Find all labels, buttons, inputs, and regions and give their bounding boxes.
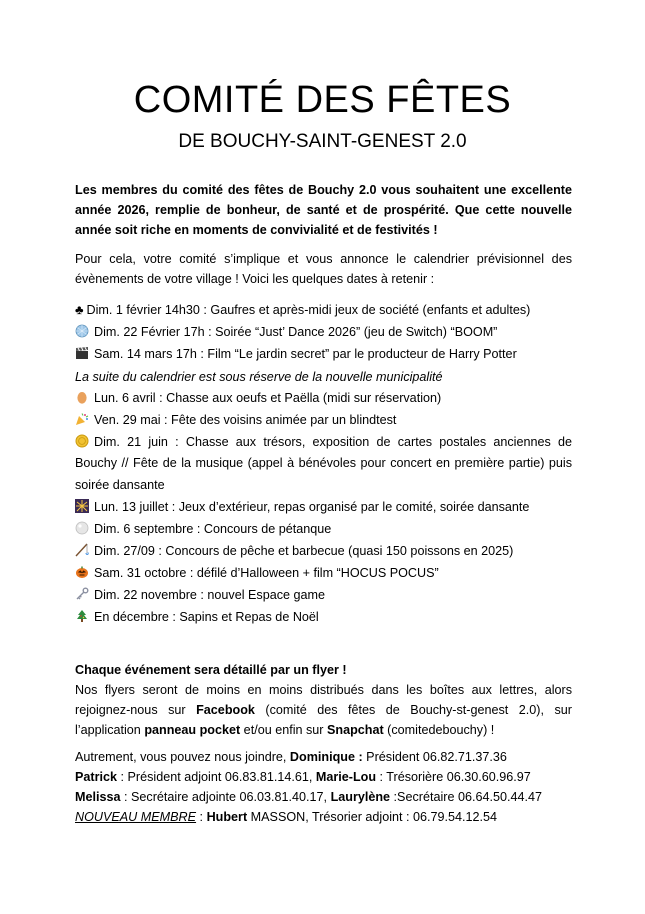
page-title: COMITÉ DES FÊTES xyxy=(133,79,512,121)
event-item: Sam. 31 octobre : défilé d’Halloween + film “HOCUS POCUS” xyxy=(75,563,572,585)
panneau-pocket-label: panneau pocket xyxy=(144,723,241,737)
contact-line: NOUVEAU MEMBRE : Hubert MASSON, Trésorier adjoint : 06.79.54.12.54 xyxy=(75,810,498,824)
page-subtitle: DE BOUCHY-SAINT-GENEST 2.0 xyxy=(178,131,467,152)
christmas-tree-icon xyxy=(75,609,89,623)
event-item: Dim. 27/09 : Concours de pêche et barbecue (quasi 150 poissons en 2025) xyxy=(75,541,572,563)
party-popper-icon xyxy=(75,412,89,426)
event-item: En décembre : Sapins et Repas de Noël xyxy=(75,607,572,629)
flyer-section xyxy=(75,660,572,740)
event-item: Lun. 13 juillet : Jeux d’extérieur, repas organisé par le comité, soirée dansante xyxy=(75,497,572,519)
flyer-text: et/ou enfin sur xyxy=(240,723,327,737)
contact-name: Marie-Lou xyxy=(315,770,377,784)
greeting-paragraph: Les membres du comité des fêtes de Bouchy 2.0 vous souhaitent une excellente année 2026, remplie de bonheur, de santé et de prospérité. Que cette nouvelle année soit riche en moments de convivialité et de festivités ! xyxy=(75,183,572,237)
event-item: Lun. 6 avril : Chasse aux oeufs et Paëlla (midi sur réservation) xyxy=(75,388,572,410)
contact-line: Patrick : Président adjoint 06.83.81.14.61, Marie-Lou : Trésorière 06.30.60.96.97 xyxy=(75,770,531,784)
event-item: Dim. 21 juin : Chasse aux trésors, exposition de cartes postales anciennes de Bouchy // Fête de la musique (appel à bénévoles pour concert en première partie) puis soirée dansante xyxy=(75,434,572,492)
flyer-heading: Chaque événement sera détaillé par un flyer ! xyxy=(75,663,347,677)
petanque-ball-icon xyxy=(75,521,89,535)
event-item: Dim. 6 septembre : Concours de pétanque xyxy=(75,519,572,541)
disco-ball-icon xyxy=(75,324,89,338)
calendar-note: La suite du calendrier est sous réserve de la nouvelle municipalité xyxy=(75,369,443,384)
contact-name: Laurylène xyxy=(330,790,391,804)
contact-line: Autrement, vous pouvez nous joindre, Dominique : Président 06.82.71.37.36 xyxy=(75,750,507,764)
contact-line: Melissa : Secrétaire adjointe 06.03.81.40.17, Laurylène :Secrétaire 06.64.50.44.47 xyxy=(75,790,542,804)
club-icon: ♣ xyxy=(75,302,84,317)
event-item: Sam. 14 mars 17h : Film “Le jardin secret” par le producteur de Harry Potter xyxy=(75,344,572,366)
facebook-label: Facebook xyxy=(196,703,255,717)
flyer-text: (comitedebouchy) ! xyxy=(383,723,495,737)
fishing-rod-icon xyxy=(75,543,89,557)
contact-name: Dominique : xyxy=(289,750,363,764)
contact-section xyxy=(75,747,572,827)
event-item: Dim. 22 novembre : nouvel Espace game xyxy=(75,585,572,607)
event-item: Dim. 22 Février 17h : Soirée “Just’ Dance 2026” (jeu de Switch) “BOOM” xyxy=(75,322,572,344)
flyer-text: Nos flyers seront de moins en moins distribués dans les boîtes aux lettres, alors rejoignez-nous sur xyxy=(75,683,572,717)
announce-paragraph: Pour cela, votre comité s’implique et vous annonce le calendrier prévisionnel des évènements de votre village ! Voici les quelques dates à retenir : xyxy=(75,252,572,286)
key-icon xyxy=(75,587,89,601)
contact-name: Patrick xyxy=(75,770,118,784)
event-item: Ven. 29 mai : Fête des voisins animée par un blindtest xyxy=(75,410,572,432)
pumpkin-icon xyxy=(75,565,89,579)
coin-icon xyxy=(75,434,89,448)
clapperboard-icon xyxy=(75,346,89,360)
new-member-label: NOUVEAU MEMBRE xyxy=(75,810,197,824)
contact-name: Melissa xyxy=(75,790,121,804)
event-list xyxy=(75,299,572,629)
egg-icon xyxy=(75,390,89,404)
flyer-text: (comité des fêtes de Bouchy-st-genest 2.0), sur l’application xyxy=(75,703,572,737)
contact-name: Hubert xyxy=(206,810,248,824)
event-item: ♣ Dim. 1 février 14h30 : Gaufres et après-midi jeux de société (enfants et adultes) xyxy=(75,302,531,317)
fireworks-icon xyxy=(75,499,89,513)
snapchat-label: Snapchat xyxy=(327,723,384,737)
